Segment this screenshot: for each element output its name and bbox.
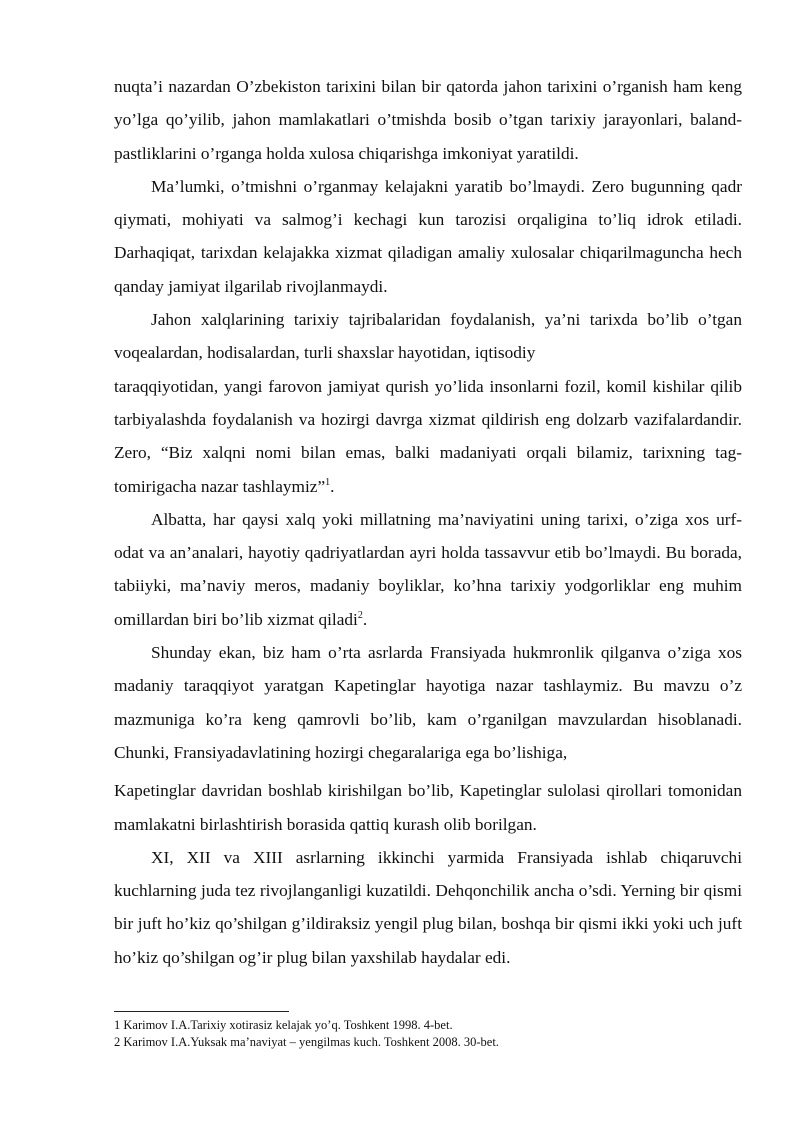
footnote-2: 2 Karimov I.A.Yuksak ma’naviyat – yengilmas kuch. Toshkent 2008. 30-bet. xyxy=(114,1035,499,1049)
paragraph-5-part-2: Kapetinglar davridan boshlab kirishilgan bo’lib, Kapetinglar sulolasi qirollari tomonidan mamlakatni birlashtirish borasida qattiq kurash olib borilgan. xyxy=(114,781,742,834)
paragraph-5-part-1: Shunday ekan, biz ham o’rta asrlarda Fransiyada hukmronlik qilganva o’ziga xos madaniy taraqqiyot yaratgan Kapetinglar hayotiga nazar tashlaymiz. Bu mavzu o’z mazmuniga ko’ra keng qamrovli bo’lib, kam o’rganilgan mavzulardan hisoblanadi. Chunki, Fransiyadavlatining hozirgi chegaralariga ega bo’lishiga, xyxy=(114,643,742,762)
paragraph-6: XI, XII va XIII asrlarning ikkinchi yarmida Fransiyada ishlab chiqaruvchi kuchlarning juda tez rivojlanganligi kuzatildi. Dehqonchilik ancha o’sdi. Yerning bir qismi bir juft ho’kiz qo’shilgan g’ildiraksiz yengil plug bilan, boshqa bir qismi ikki yoki uch juft ho’kiz qo’shilgan og’ir plug bilan yaxshilab haydalar edi. xyxy=(114,847,742,967)
footnote-ref-2: 2 xyxy=(357,609,363,621)
paragraph-1: nuqta’i nazardan O’zbekiston tarixini bilan bir qatorda jahon tarixini o’rganish ham keng yo’lga qo’yilib, jahon mamlakatlari o’tmishda bosib o’tgan tarixiy jarayonlari, baland-pastliklarini o’rganga holda xulosa chiqarishga imkoniyat yaratildi. xyxy=(114,77,742,163)
paragraph-4-text: Albatta, har qaysi xalq yoki millatning ma’naviyatini uning tarixi, o’ziga xos urf-odat va an’analari, hayotiy qadriyatlardan ayri holda tassavvur etib bo’lmaydi. Bu borada, tabiiyki, ma’naviy meros, madaniy boyliklar, ko’hna tarixiy yodgorliklar eng muhim omillardan biri bo’lib xizmat qiladi xyxy=(114,509,742,629)
paragraph-3-text: taraqqiyotidan, yangi farovon jamiyat qurish yo’lida insonlarni fozil, komil kishilar qilib tarbiyalashda foydalanish va hozirgi davrga xizmat qildirish eng dolzarb vazifalardandir. Zero, “Biz xalqni nomi bilan emas, balki madaniyati orqali bilamiz, tarixning tag-tomirigacha nazar tashlaymiz” xyxy=(114,376,742,496)
paragraph-2: Ma’lumki, o’tmishni o’rganmay kelajakni yaratib bo’lmaydi. Zero bugunning qadr qiymati, mohiyati va salmog’i kechagi kun tarozisi orqaligina to’liq idrok etiladi. Darhaqiqat, tarixdan kelajakka xizmat qiladigan amaliy xulosalar chiqarilmaguncha hech qanday jamiyat ilgarilab rivojlanmaydi. xyxy=(114,176,742,296)
body-text xyxy=(114,70,742,974)
footnote-divider xyxy=(114,1011,289,1012)
footnotes xyxy=(114,1011,742,1051)
paragraph-3-part-1: Jahon xalqlarining tarixiy tajribalaridan foydalanish, ya’ni tarixda bo’lib o’tgan voqealardan, hodisalardan, turli shaxslar hayotidan, iqtisodiy xyxy=(114,310,742,363)
footnote-1: 1 Karimov I.A.Tarixiy xotirasiz kelajak yo’q. Toshkent 1998. 4-bet. xyxy=(114,1018,453,1032)
paragraph-3-part-2: taraqqiyotidan, yangi farovon jamiyat qurish yo’lida insonlarni fozil, komil kishilar qilib tarbiyalashda foydalanish va hozirgi davrga xizmat qildirish eng dolzarb vazifalardandir. Zero, “Biz xalqni nomi bilan emas, balki madaniyati orqali bilamiz, tarixning tag-tomirigacha nazar tashlaymiz”$^1$. xyxy=(114,376,742,496)
footnote-ref-1: 1 xyxy=(325,476,331,488)
paragraph-4: Albatta, har qaysi xalq yoki millatning ma’naviyatini uning tarixi, o’ziga xos urf-odat va an’analari, hayotiy qadriyatlardan ayri holda tassavvur etib bo’lmaydi. Bu borada, tabiiyki, ma’naviy meros, madaniy boyliklar, ko’hna tarixiy yodgorliklar eng muhim omillardan biri bo’lib xizmat qiladi$^2$. xyxy=(114,509,742,629)
